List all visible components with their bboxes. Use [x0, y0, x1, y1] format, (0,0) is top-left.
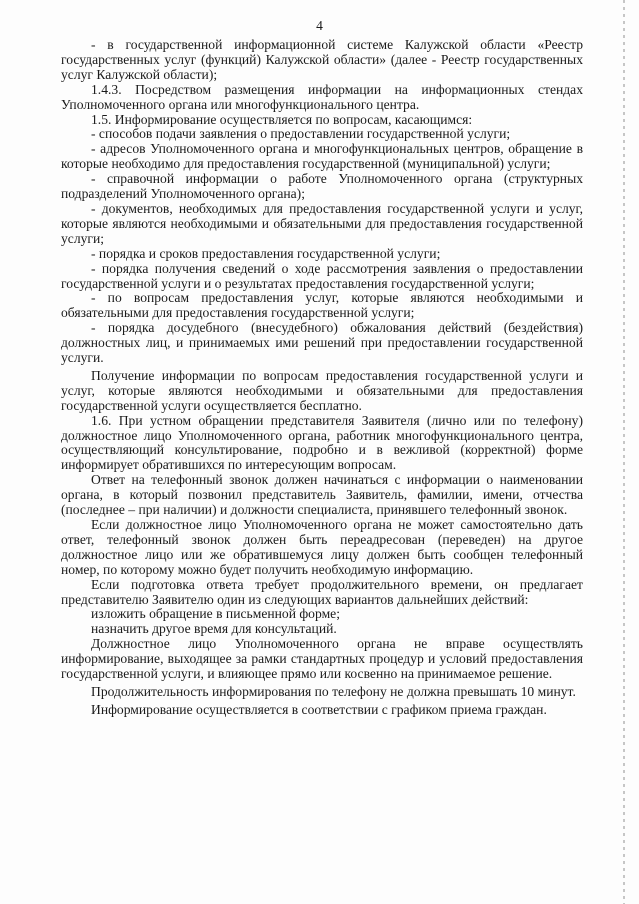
paragraph: 1.4.3. Посредством размещения информации на информационных стендах Уполномоченного органа или многофункционального центра.	[61, 81, 583, 112]
paragraph: Должностное лицо Уполномоченного органа не вправе осуществлять информирование, выходящее за рамки стандартных процедур и условий предоставления государственной услуги, и влияющее прямо или косвенно на принимаемое решение.	[61, 636, 583, 682]
scan-edge	[623, 0, 625, 904]
paragraph: Если должностное лицо Уполномоченного органа не может самостоятельно дать ответ, телефонный звонок должен быть переадресован (переведен) на другое должностное лицо или же обратившемуся лицу должен быть сообщен телефонный номер, по которому можно будет получить необходимую информацию.	[61, 517, 583, 577]
document-body	[61, 38, 583, 718]
paragraph: - в государственной информационной системе Калужской области «Реестр государственных услуг (функций) Калужской области» (далее - Реестр государственных услуг Калужской области);	[61, 37, 583, 82]
list-item: - способов подачи заявления о предоставлении государственной услуги;	[91, 126, 511, 142]
list-item: - документов, необходимых для предоставления государственной услуги и услуг, которые являются необходимыми и обязательными для предоставления государственной услуги;	[61, 200, 583, 246]
list-item: - порядка и сроков предоставления государственной услуги;	[91, 245, 441, 261]
paragraph: Ответ на телефонный звонок должен начинаться с информации о наименовании органа, в который позвонил представитель Заявитель, фамилии, имени, отчества (последнее – при наличии) и должности специалиста, принявшего телефонный звонок.	[61, 472, 583, 518]
list-item: - порядка получения сведений о ходе рассмотрения заявления о предоставлении государственной услуги и о результатах предоставления государственной услуги;	[61, 260, 583, 291]
paragraph: 1.5. Информирование осуществляется по вопросам, касающимся:	[91, 111, 473, 127]
list-item: изложить обращение в письменной форме;	[91, 606, 340, 622]
paragraph: Продолжительность информирования по телефону не должна превышать 10 минут.	[91, 683, 576, 699]
paragraph: Если подготовка ответа требует продолжительного времени, он предлагает представителю Заявителю один из следующих вариантов дальнейших действий:	[61, 576, 583, 607]
list-item: - по вопросам предоставления услуг, которые являются необходимыми и обязательными для предоставления государственной услуги;	[61, 290, 583, 321]
page-number: 4	[316, 18, 323, 33]
paragraph: 1.6. При устном обращении представителя Заявителя (лично или по телефону) должностное лицо Уполномоченного органа, работник многофункционального центра, осуществляющий консультирование, подробно и в вежливой (корректной) форме информирует обратившихся по интересующим вопросам.	[61, 412, 583, 473]
list-item: - порядка досудебного (внесудебного) обжалования действий (бездействия) должностных лиц, и принимаемых ими решений при предоставлении государственной услуги.	[61, 320, 583, 366]
list-item: - адресов Уполномоченного органа и многофункциональных центров, обращение в которые необходимо для предоставления государственной (муниципальной) услуги;	[61, 141, 583, 172]
list-item: - справочной информации о работе Уполномоченного органа (структурных подразделений Уполномоченного органа);	[61, 171, 583, 202]
list-item: назначить другое время для консультаций.	[91, 621, 337, 637]
paragraph: Информирование осуществляется в соответствии с графиком приема граждан.	[91, 701, 547, 717]
paragraph: Получение информации по вопросам предоставления государственной услуги и услуг, которые являются необходимыми и обязательными для предоставления государственной услуги осуществляется бесплатно.	[61, 367, 583, 413]
